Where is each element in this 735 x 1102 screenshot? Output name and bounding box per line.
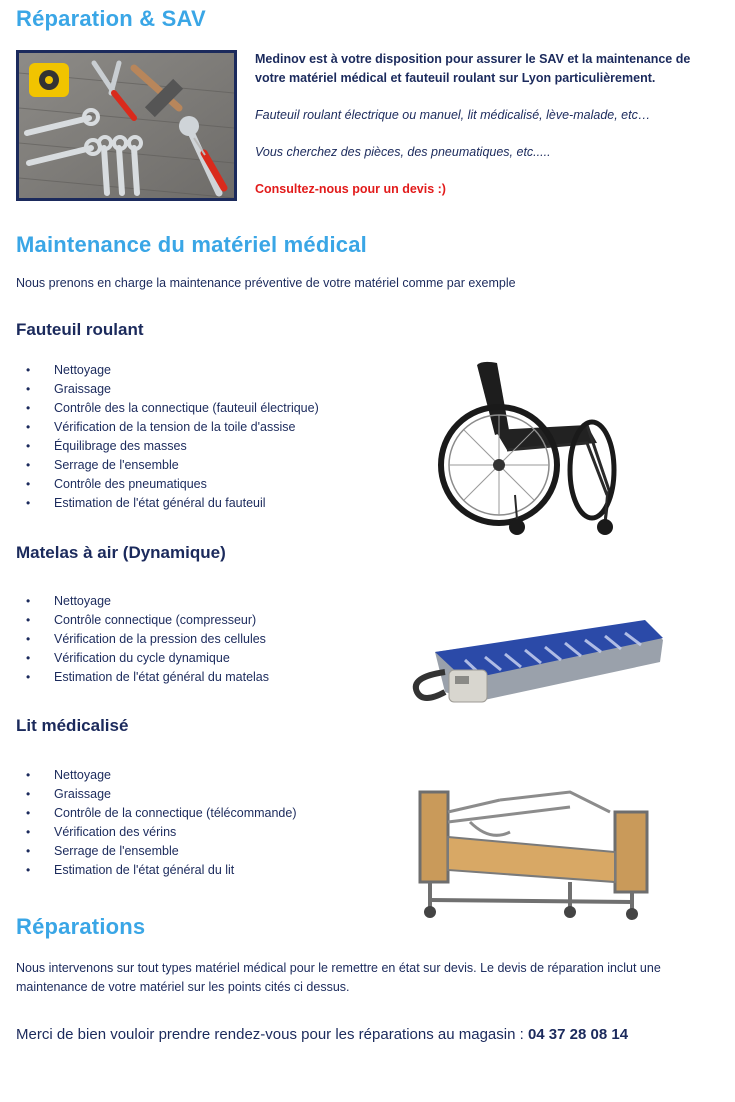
- quote-cta-text: Consultez-nous pour un devis :): [255, 182, 446, 196]
- list-item: • Équilibrage des masses: [16, 437, 416, 456]
- list-item: • Serrage de l'ensemble: [16, 456, 416, 475]
- list-item: • Estimation de l'état général du matelas: [16, 668, 416, 687]
- repairs-text: Nous intervenons sur tout types matériel médical pour le remettre en état sur devis. Le devis de réparation inclut une maintenance de votre matériel sur les points cités ci dessus.: [16, 961, 661, 994]
- list-item: • Contrôle de la connectique (télécommande): [16, 804, 416, 823]
- intro-italic-text-1: Fauteuil roulant électrique ou manuel, lit médicalisé, lève-malade, etc…: [255, 108, 651, 122]
- list-item: • Serrage de l'ensemble: [16, 842, 416, 861]
- intro-italic-text-2: Vous cherchez des pièces, des pneumatiques, etc.....: [255, 145, 551, 159]
- list-item: • Nettoyage: [16, 361, 416, 380]
- list-item: • Contrôle des la connectique (fauteuil électrique): [16, 399, 416, 418]
- list-item: • Vérification du cycle dynamique: [16, 649, 416, 668]
- list-item: • Graissage: [16, 380, 416, 399]
- list-item: • Estimation de l'état général du fauteuil: [16, 494, 416, 513]
- maintenance-title: Maintenance du matériel médical: [16, 232, 367, 257]
- wheelchair-list: [16, 361, 416, 513]
- list-item: • Vérification des vérins: [16, 823, 416, 842]
- mattress-list: [16, 592, 416, 687]
- mattress-title: Matelas à air (Dynamique): [16, 543, 226, 562]
- list-item: • Contrôle des pneumatiques: [16, 475, 416, 494]
- repairs-title: Réparations: [16, 914, 146, 939]
- page-title: Réparation & SAV: [16, 6, 206, 31]
- list-item: • Vérification de la tension de la toile d'assise: [16, 418, 416, 437]
- bed-list: [16, 766, 416, 880]
- list-item: • Nettoyage: [16, 592, 416, 611]
- maintenance-intro: Nous prenons en charge la maintenance préventive de votre matériel comme par exemple: [16, 276, 516, 290]
- phone-number[interactable]: 04 37 28 08 14: [527, 1026, 629, 1043]
- appointment-label: Merci de bien vouloir prendre rendez-vous pour les réparations au magasin :: [16, 1026, 528, 1043]
- appointment-text: [16, 1025, 726, 1045]
- tools-image: [16, 50, 237, 201]
- mattress-image: [405, 612, 665, 716]
- bed-title: Lit médicalisé: [16, 716, 129, 735]
- list-item: • Graissage: [16, 785, 416, 804]
- list-item: • Vérification de la pression des cellules: [16, 630, 416, 649]
- list-item: • Nettoyage: [16, 766, 416, 785]
- wheelchair-title: Fauteuil roulant: [16, 320, 144, 339]
- list-item: • Contrôle connectique (compresseur): [16, 611, 416, 630]
- wheelchair-image: [437, 355, 637, 547]
- intro-block: [255, 50, 720, 199]
- intro-bold-text: Medinov est à votre disposition pour assurer le SAV et la maintenance de votre matériel médical et fauteuil roulant sur Lyon particulièrement.: [255, 52, 691, 85]
- bed-image: [410, 782, 655, 922]
- list-item: • Estimation de l'état général du lit: [16, 861, 416, 880]
